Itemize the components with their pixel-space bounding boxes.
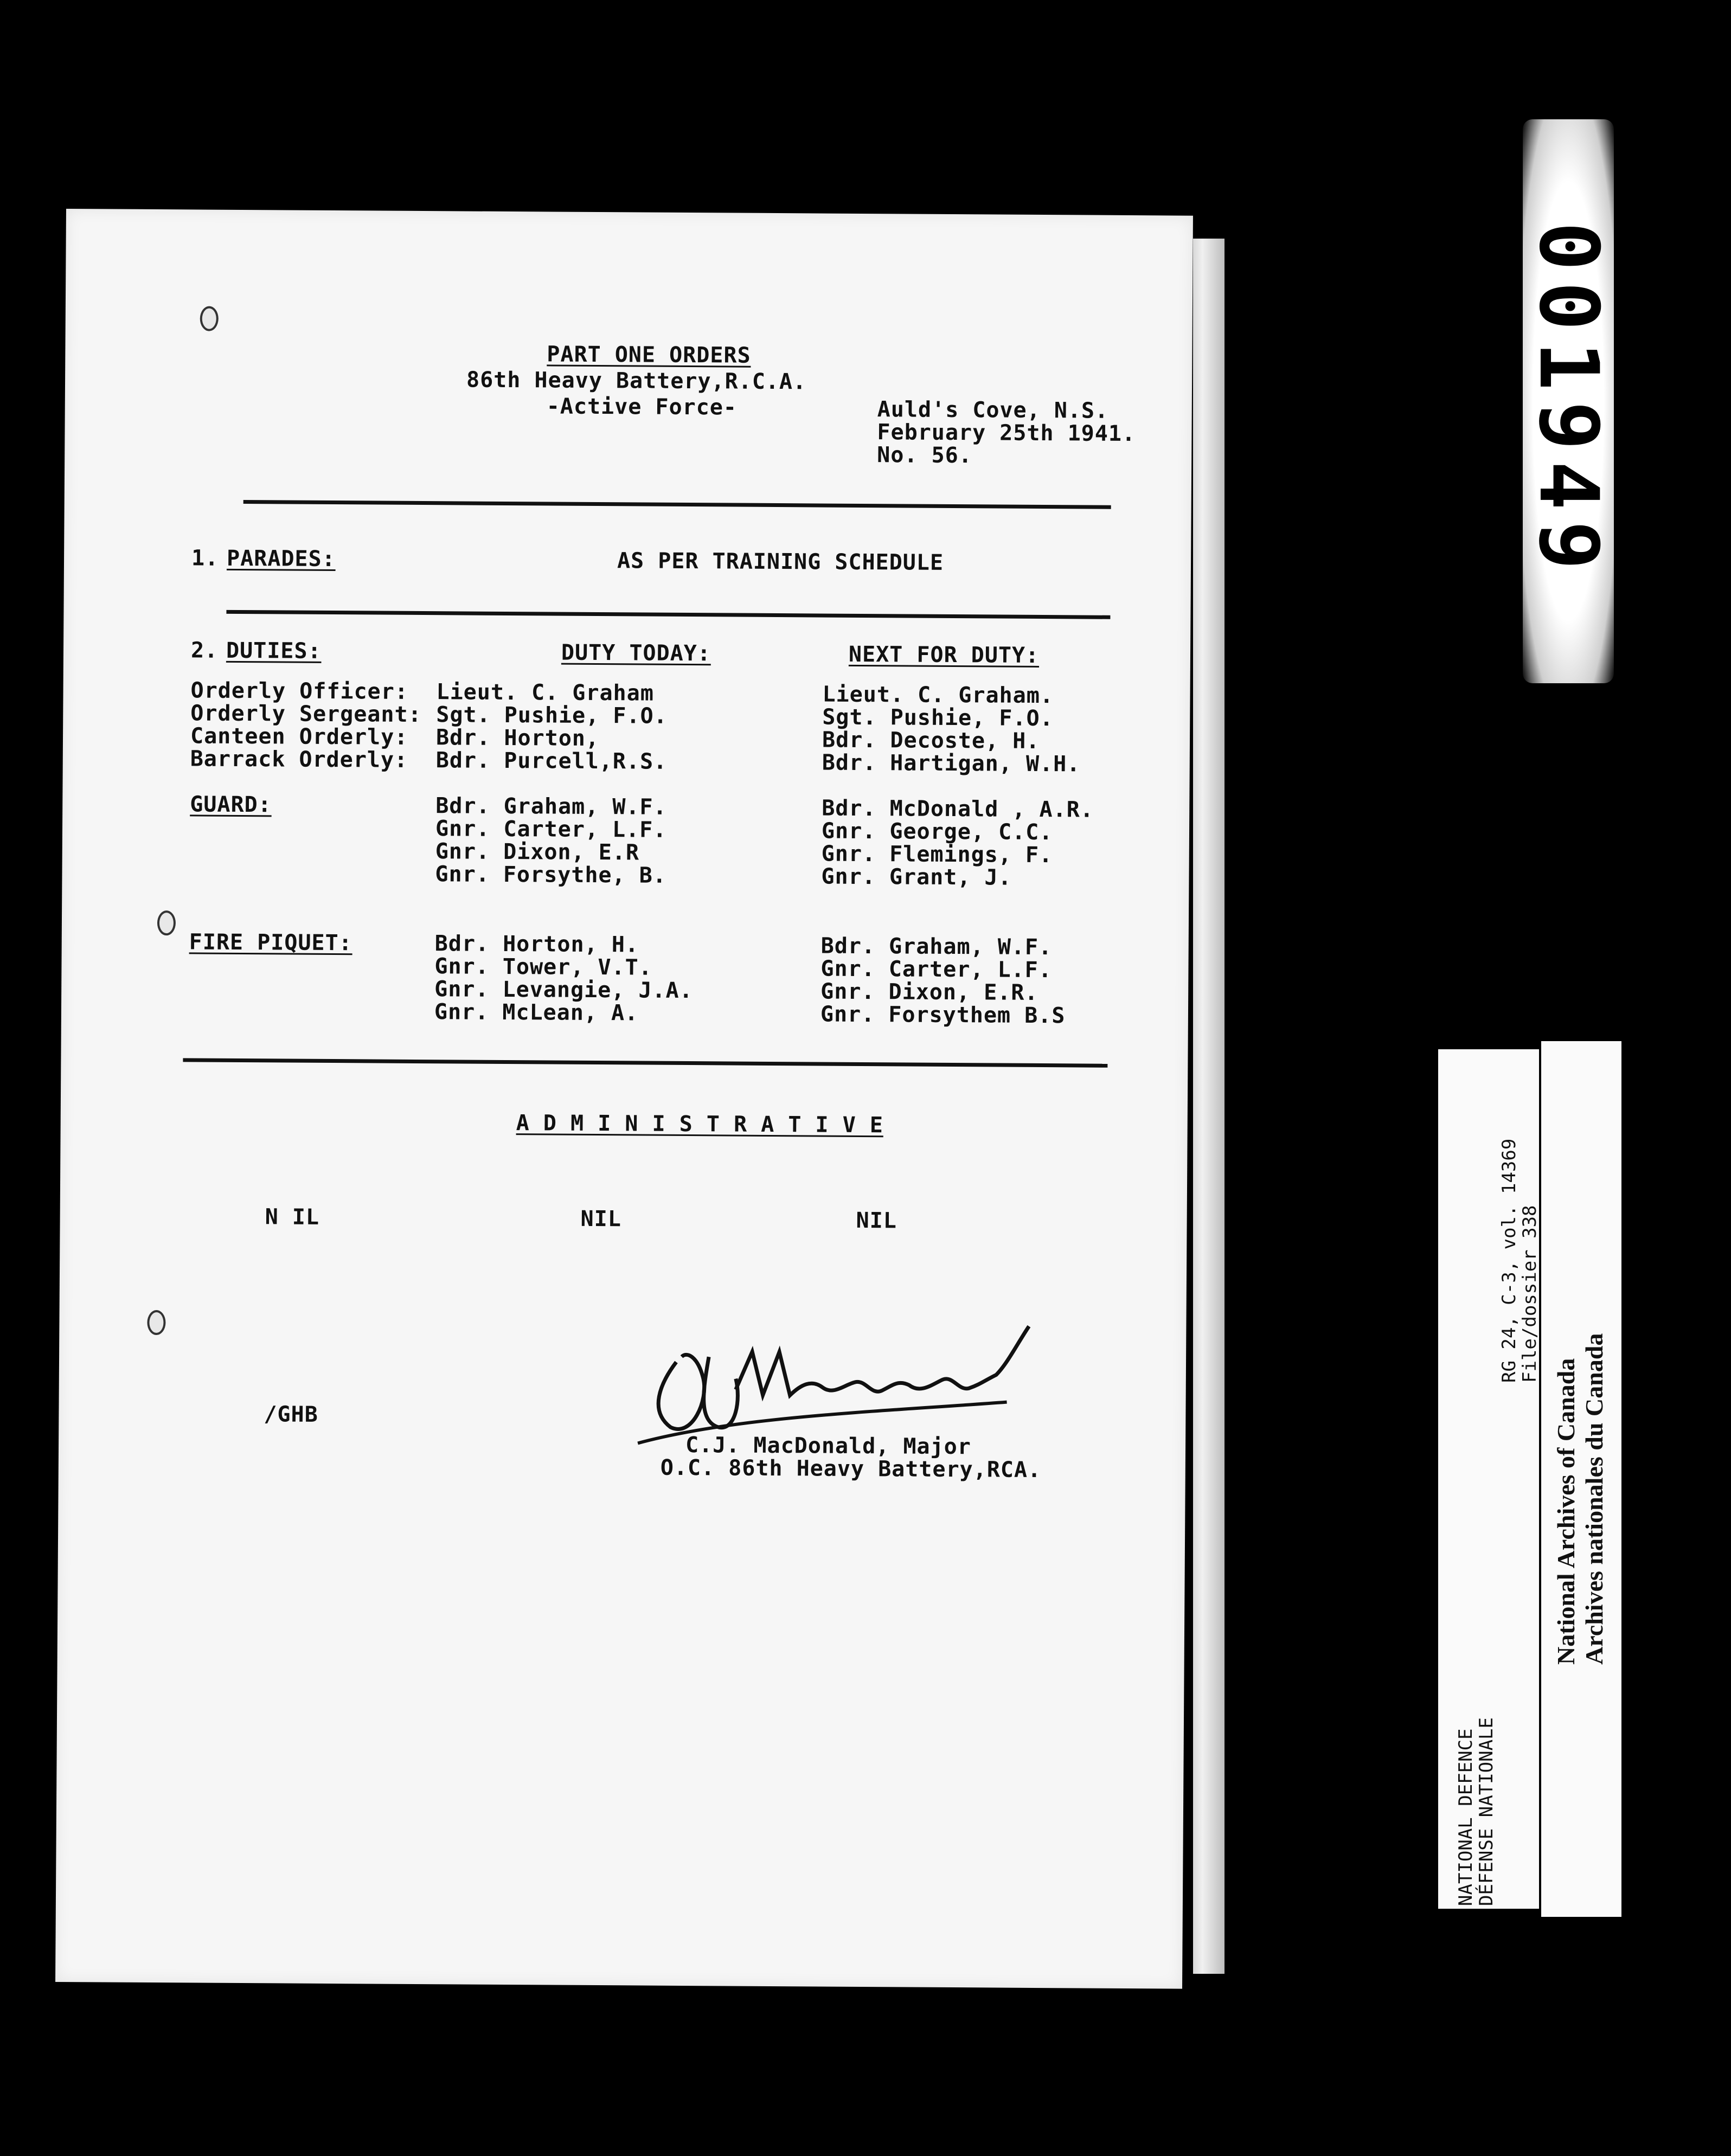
guard-next: Bdr. McDonald , A.R.	[822, 795, 1094, 823]
signer-name: C.J. MacDonald, Major	[685, 1433, 971, 1460]
fire-piquet-label: FIRE PIQUET:	[189, 929, 352, 956]
fire-piquet-next: Gnr. Carter, L.F.	[820, 956, 1053, 983]
punch-hole-top	[200, 306, 219, 331]
punch-hole-middle	[157, 910, 176, 935]
order-number: No. 56.	[877, 442, 972, 469]
file-reference: File/dossier 338	[1519, 1205, 1541, 1383]
guard-today: Gnr. Dixon, E.R	[435, 839, 640, 865]
guard-today: Gnr. Forsythe, B.	[435, 862, 667, 888]
parades-label: PARADES:	[226, 546, 336, 572]
archives-name-fr: Archives nationales du Canada	[1580, 1333, 1608, 1665]
role-label: Barrack Orderly:	[190, 746, 408, 773]
document-page	[55, 209, 1193, 1989]
duty-today: Lieut. C. Graham	[436, 679, 655, 706]
archive-stamp	[1523, 119, 1614, 683]
admin-value: N IL	[265, 1204, 320, 1230]
col-duty-today: DUTY TODAY:	[561, 640, 711, 666]
parades-number: 1.	[191, 546, 219, 571]
guard-today: Bdr. Graham, W.F.	[435, 793, 667, 820]
record-group-reference: RG 24, C-3, vol. 14369	[1498, 1138, 1520, 1383]
divider	[183, 1058, 1107, 1067]
unit-name: 86th Heavy Battery,R.C.A.	[466, 367, 807, 395]
fire-piquet-next: Gnr. Dixon, E.R.	[820, 979, 1038, 1005]
admin-value: NIL	[856, 1208, 897, 1234]
paper-edge	[1193, 239, 1224, 1974]
fire-piquet-next: Gnr. Forsythem B.S	[820, 1002, 1066, 1029]
stamp-number: 001949	[1521, 222, 1615, 581]
signer-title: O.C. 86th Heavy Battery,RCA.	[660, 1455, 1042, 1483]
guard-today: Gnr. Carter, L.F.	[435, 816, 667, 843]
role-label: Orderly Sergeant:	[190, 701, 422, 728]
archives-name-en: National Archives of Canada	[1552, 1358, 1580, 1665]
role-label: Canteen Orderly:	[190, 723, 408, 750]
parades-value: AS PER TRAINING SCHEDULE	[617, 548, 944, 575]
department-en: NATIONAL DEFENCE	[1455, 1728, 1477, 1906]
duty-next: Bdr. Hartigan, W.H.	[822, 750, 1081, 777]
divider	[243, 500, 1111, 509]
duty-today: Bdr. Horton,	[435, 725, 600, 752]
administrative-heading: A D M I N I S T R A T I V E	[516, 1111, 884, 1138]
fire-piquet-today: Gnr. Tower, V.T.	[434, 954, 652, 980]
archive-reference-label	[1438, 1049, 1539, 1909]
fire-piquet-today: Bdr. Horton, H.	[434, 931, 639, 958]
punch-hole-bottom	[147, 1310, 165, 1335]
order-date: February 25th 1941.	[877, 420, 1136, 447]
guard-next: Gnr. Grant, J.	[821, 864, 1012, 890]
archives-label	[1541, 1041, 1621, 1917]
admin-value: NIL	[580, 1206, 622, 1232]
fire-piquet-today: Gnr. Levangie, J.A.	[434, 977, 693, 1004]
duty-next: Sgt. Pushie, F.O.	[822, 704, 1054, 732]
duties-number: 2.	[190, 638, 219, 663]
handwritten-signature	[627, 1318, 1072, 1451]
department-fr: DÉFENSE NATIONALE	[1476, 1717, 1497, 1906]
duty-today: Bdr. Purcell,R.S.	[435, 748, 668, 774]
role-label: Orderly Officer:	[190, 678, 409, 704]
duties-label: DUTIES:	[226, 638, 322, 664]
duty-next: Lieut. C. Graham.	[822, 682, 1054, 709]
guard-next: Gnr. George, C.C.	[821, 818, 1053, 845]
document-title: PART ONE ORDERS	[547, 342, 751, 368]
place: Auld's Cove, N.S.	[877, 397, 1109, 424]
duty-today: Sgt. Pushie, F.O.	[436, 702, 668, 729]
fire-piquet-today: Gnr. McLean, A.	[434, 999, 639, 1026]
fire-piquet-next: Bdr. Graham, W.F.	[820, 933, 1053, 960]
divider	[226, 610, 1110, 619]
typist-initials: /GHB	[264, 1402, 318, 1427]
duty-next: Bdr. Decoste, H.	[822, 727, 1040, 754]
guard-label: GUARD:	[190, 792, 272, 818]
guard-next: Gnr. Flemings, F.	[821, 841, 1053, 868]
force-designation: -Active Force-	[546, 394, 738, 420]
col-next-for-duty: NEXT FOR DUTY:	[848, 641, 1040, 668]
